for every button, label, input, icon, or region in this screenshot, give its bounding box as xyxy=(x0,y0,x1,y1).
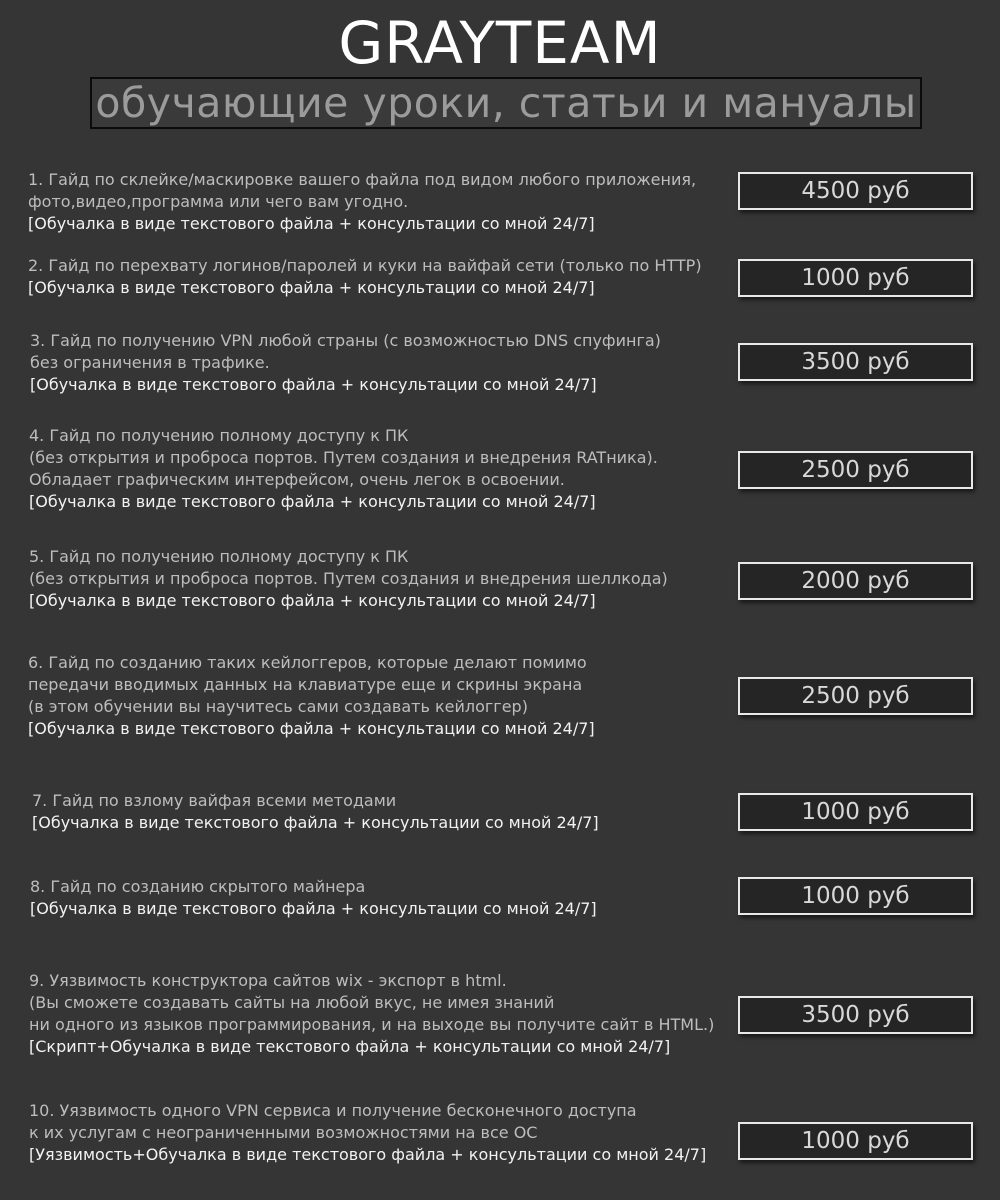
price-box-10: 1000 руб xyxy=(738,1122,973,1160)
list-item-4 xyxy=(29,425,729,513)
item-note: [Уязвимость+Обучалка в виде текстового файла + консультации со мной 24/7] xyxy=(29,1145,707,1164)
item-note: [Обучалка в виде текстового файла + консультации со мной 24/7] xyxy=(29,492,596,511)
item-description: 4. Гайд по получению полному доступу к ПК (без открытия и проброса портов. Путем создания и внедрения RATника). Обладает графическим интерфейсом, очень легок в освоении. xyxy=(29,426,658,489)
list-item-3 xyxy=(30,330,730,396)
price-box-6: 2500 руб xyxy=(738,677,973,715)
list-item-2 xyxy=(28,255,728,299)
item-description: 1. Гайд по склейке/маскировке вашего файла под видом любого приложения, фото,видео,программа или чего вам угодно. xyxy=(28,170,697,211)
price-box-1: 4500 руб xyxy=(738,172,973,210)
list-item-10 xyxy=(29,1100,734,1166)
price-box-3: 3500 руб xyxy=(738,343,973,381)
item-note: [Обучалка в виде текстового файла + консультации со мной 24/7] xyxy=(30,899,597,918)
subtitle-banner xyxy=(90,77,922,129)
list-item-9 xyxy=(29,970,734,1058)
price-box-7: 1000 руб xyxy=(738,793,973,831)
list-item-6 xyxy=(28,652,728,740)
item-note: [Обучалка в виде текстового файла + консультации со мной 24/7] xyxy=(32,813,599,832)
item-note: [Обучалка в виде текстового файла + консультации со мной 24/7] xyxy=(29,591,596,610)
item-note: [Обучалка в виде текстового файла + консультации со мной 24/7] xyxy=(28,719,595,738)
item-note: [Скрипт+Обучалка в виде текстового файла + консультации со мной 24/7] xyxy=(29,1037,671,1056)
item-description: 9. Уязвимость конструктора сайтов wix - экспорт в html. (Вы сможете создавать сайты на любой вкус, не имея знаний ни одного из языков программирования, и на выходе вы получите сайт в HTML.) xyxy=(29,971,715,1034)
list-item-8 xyxy=(30,876,730,920)
page-title: GRAYTEAM xyxy=(338,9,662,77)
price-box-9: 3500 руб xyxy=(738,996,973,1034)
price-box-2: 1000 руб xyxy=(738,259,973,297)
item-note: [Обучалка в виде текстового файла + консультации со мной 24/7] xyxy=(28,214,595,233)
page-subtitle: обучающие уроки, статьи и мануалы xyxy=(95,79,917,127)
list-item-5 xyxy=(29,546,729,612)
item-description: 5. Гайд по получению полному доступу к ПК (без открытия и проброса портов. Путем создания и внедрения шеллкода) xyxy=(29,547,668,588)
item-description: 8. Гайд по созданию скрытого майнера xyxy=(30,877,366,896)
price-box-4: 2500 руб xyxy=(738,451,973,489)
price-box-5: 2000 руб xyxy=(738,562,973,600)
item-note: [Обучалка в виде текстового файла + консультации со мной 24/7] xyxy=(30,375,597,394)
item-description: 2. Гайд по перехвату логинов/паролей и куки на вайфай сети (только по HTTP) xyxy=(28,256,702,275)
item-description: 3. Гайд по получению VPN любой страны (с возможностью DNS спуфинга) без ограничения в трафике. xyxy=(30,331,661,372)
list-item-1 xyxy=(28,169,728,235)
price-box-8: 1000 руб xyxy=(738,877,973,915)
item-note: [Обучалка в виде текстового файла + консультации со мной 24/7] xyxy=(28,278,595,297)
item-description: 10. Уязвимость одного VPN сервиса и получение бесконечного доступа к их услугам с неограниченными возможностями на все ОС xyxy=(29,1101,637,1142)
list-item-7 xyxy=(32,790,732,834)
item-description: 6. Гайд по созданию таких кейлоггеров, которые делают помимо передачи вводимых данных на клавиатуре еще и скрины экрана (в этом обучении вы научитесь сами создавать кейлоггер) xyxy=(28,653,587,716)
item-description: 7. Гайд по взлому вайфая всеми методами xyxy=(32,791,397,810)
